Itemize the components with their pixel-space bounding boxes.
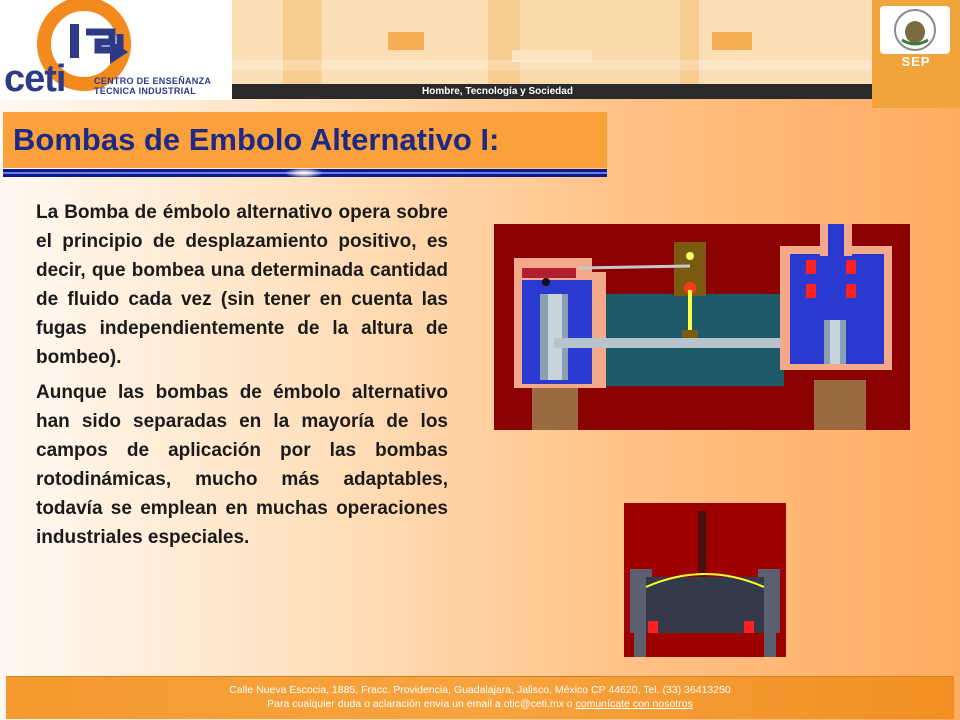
tagline-bar <box>232 84 872 99</box>
underline-glow <box>284 168 324 178</box>
header-banner <box>232 0 872 84</box>
header <box>0 0 960 108</box>
footer-address: Calle Nueva Escocia, 1885, Fracc. Providencia, Guadalajara, Jalisco, México CP 44620, Tel. (33) 36413250 <box>229 684 731 696</box>
mexico-seal <box>880 6 950 54</box>
sep-logo[interactable] <box>872 0 960 108</box>
logo-subtitle-line1: CENTRO DE ENSEÑANZA <box>94 76 212 86</box>
title-box <box>3 112 607 168</box>
logo-subtitle-line2: TÉCNICA INDUSTRIAL <box>94 86 197 96</box>
tagline: Hombre, Tecnología y Sociedad <box>422 86 573 97</box>
slide-title: Bombas de Embolo Alternativo I: <box>13 122 500 157</box>
footer-contact-text: Para cualquier duda o aclaración envía un email a otic@ceti.mx o <box>267 698 576 710</box>
piston-chamber-diagram <box>624 503 786 657</box>
footer <box>6 676 954 719</box>
logo-subtitle <box>94 76 211 96</box>
body-text <box>36 198 448 558</box>
paragraph-1: La Bomba de émbolo alternativo opera sobre el principio de desplazamiento positivo, es decir, que bombea una determinada cantidad de fluido cada vez (sin tener en cuenta las fugas independientemente de la altura de bombeo). <box>36 202 448 368</box>
ceti-logo[interactable] <box>0 0 232 100</box>
footer-contact <box>6 698 954 711</box>
logo-wordmark: ceti <box>4 58 66 100</box>
eagle-seal-icon <box>880 6 950 54</box>
contact-link[interactable]: comunícate con nosotros <box>575 698 693 710</box>
paragraph-2: Aunque las bombas de émbolo alternativo han sido separadas en la mayoría de los campos de aplicación por las bombas rotodinámicas, mucho más adaptables, todavía se emplean en muchas operaciones industriales especiales. <box>36 382 448 548</box>
reciprocating-pump-diagram <box>494 224 910 430</box>
sep-label: SEP <box>901 54 931 69</box>
